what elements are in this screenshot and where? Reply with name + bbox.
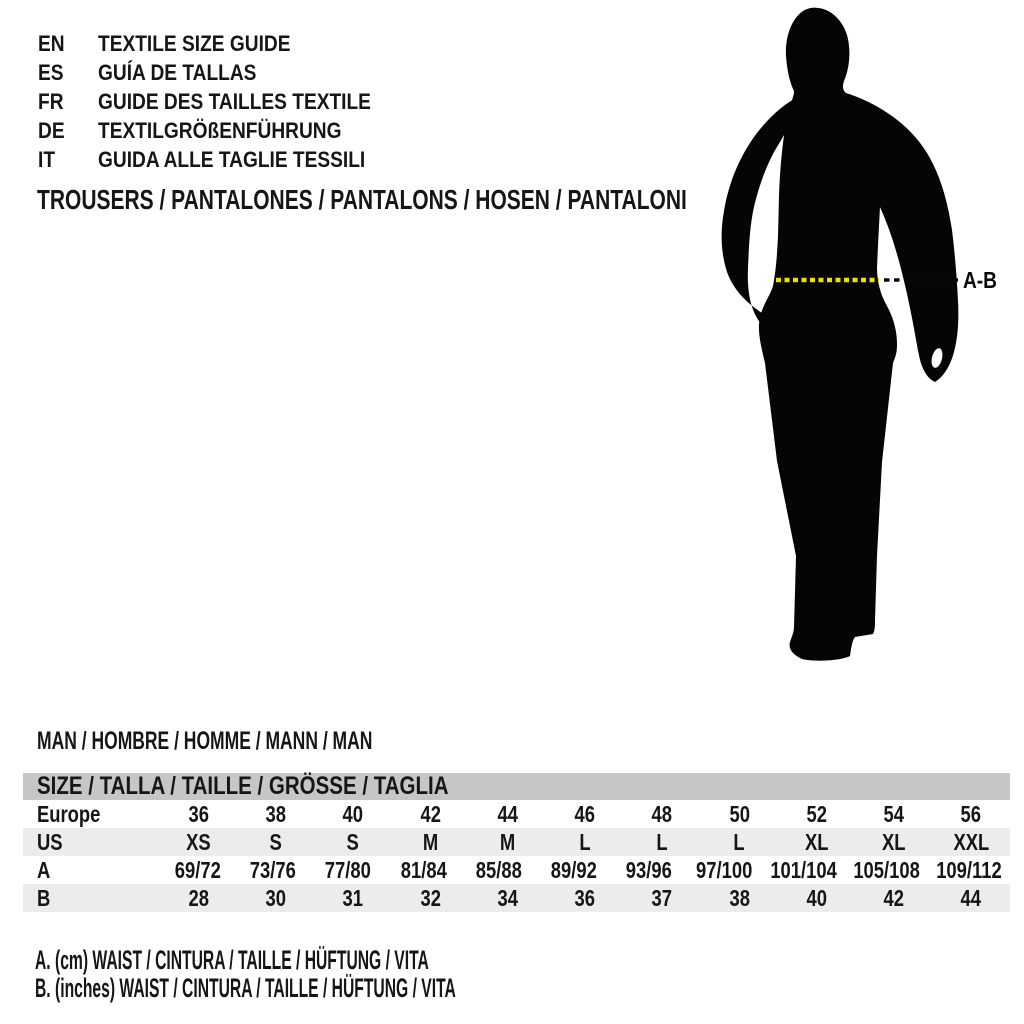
size-cell: 28 [188,885,209,911]
language-title: GUIDE DES TAILLES TEXTILE [98,89,371,114]
footnote-a: A. (cm) WAIST / CINTURA / TAILLE / HÜFTUNG / VITA [35,945,429,975]
table-row-a-cm [23,856,1010,884]
language-row [38,87,412,116]
measure-label-ab: A-B [963,267,997,293]
size-cell: 30 [265,885,287,911]
size-cell: 42 [883,885,905,911]
size-cell: L [656,829,668,855]
size-cell: 40 [342,801,364,827]
gender-heading: MAN / HOMBRE / HOMME / MANN / MAN [37,727,373,755]
size-cell: 101/104 [770,857,837,883]
size-cell: 56 [961,801,982,827]
row-label: US [37,829,63,855]
man-silhouette [690,0,1020,672]
size-cell: 38 [265,801,287,827]
size-cell: 89/92 [550,857,597,883]
size-cell: XL [882,829,906,855]
size-cell: XS [186,829,211,855]
size-cell: S [347,829,360,855]
language-code: FR [38,89,64,114]
size-cell: 36 [574,885,596,911]
size-cell: 105/108 [853,857,920,883]
language-list [38,29,412,174]
table-row-us [23,828,1010,856]
language-title: GUIDA ALLE TAGLIE TESSILI [98,147,366,172]
language-code: DE [38,118,65,143]
language-title: TEXTILE SIZE GUIDE [98,31,291,56]
size-cell: 44 [497,801,518,827]
size-cell: 52 [806,801,827,827]
row-label: Europe [37,801,101,827]
size-cell: 36 [188,801,209,827]
size-cell: L [733,829,746,855]
size-cell: XL [805,829,829,855]
size-cell: 40 [806,885,827,911]
size-cell: 69/72 [174,857,221,883]
size-cell: 46 [574,801,596,827]
size-table-header: SIZE / TALLA / TAILLE / GRÖSSE / TAGLIA [23,773,1010,800]
size-cell: 54 [883,801,905,827]
size-cell: 42 [420,801,441,827]
language-row [38,145,412,174]
size-cell: 97/100 [696,857,753,883]
size-cell: 81/84 [400,857,447,883]
size-cell: M [500,829,516,855]
size-cell: 48 [651,801,673,827]
size-cell: XXL [953,829,990,855]
size-cell: 50 [729,801,750,827]
size-cell: S [269,829,283,855]
size-cell: 93/96 [625,857,673,883]
table-row-b-inches [23,884,1010,912]
size-cell: 34 [497,885,518,911]
size-table [23,773,1010,912]
size-cell: 77/80 [325,857,372,883]
size-cell: 32 [420,885,441,911]
language-row [38,58,412,87]
language-code: ES [38,60,64,85]
language-row [38,116,412,145]
language-title: TEXTILGRÖßENFÜHRUNG [98,118,342,143]
language-row [38,29,412,58]
size-cell: 37 [651,885,673,911]
footnote-b: B. (inches) WAIST / CINTURA / TAILLE / HÜFTUNG / VITA [35,973,456,1003]
category-heading: TROUSERS / PANTALONES / PANTALONS / HOSEN / PANTALONI [37,184,687,215]
size-cell: 85/88 [475,857,522,883]
footnotes [35,946,760,1002]
table-row-europe [23,800,1010,828]
size-cell: 109/112 [936,857,1002,883]
language-code: IT [38,147,56,172]
size-cell: 73/76 [249,857,296,883]
row-label: A [37,857,51,883]
row-label: B [37,885,51,911]
size-cell: 38 [729,885,750,911]
size-cell: 31 [342,885,364,911]
size-cell: 44 [961,885,982,911]
language-code: EN [38,31,65,56]
language-title: GUÍA DE TALLAS [98,60,257,85]
size-cell: L [579,829,591,855]
size-cell: M [422,829,439,855]
